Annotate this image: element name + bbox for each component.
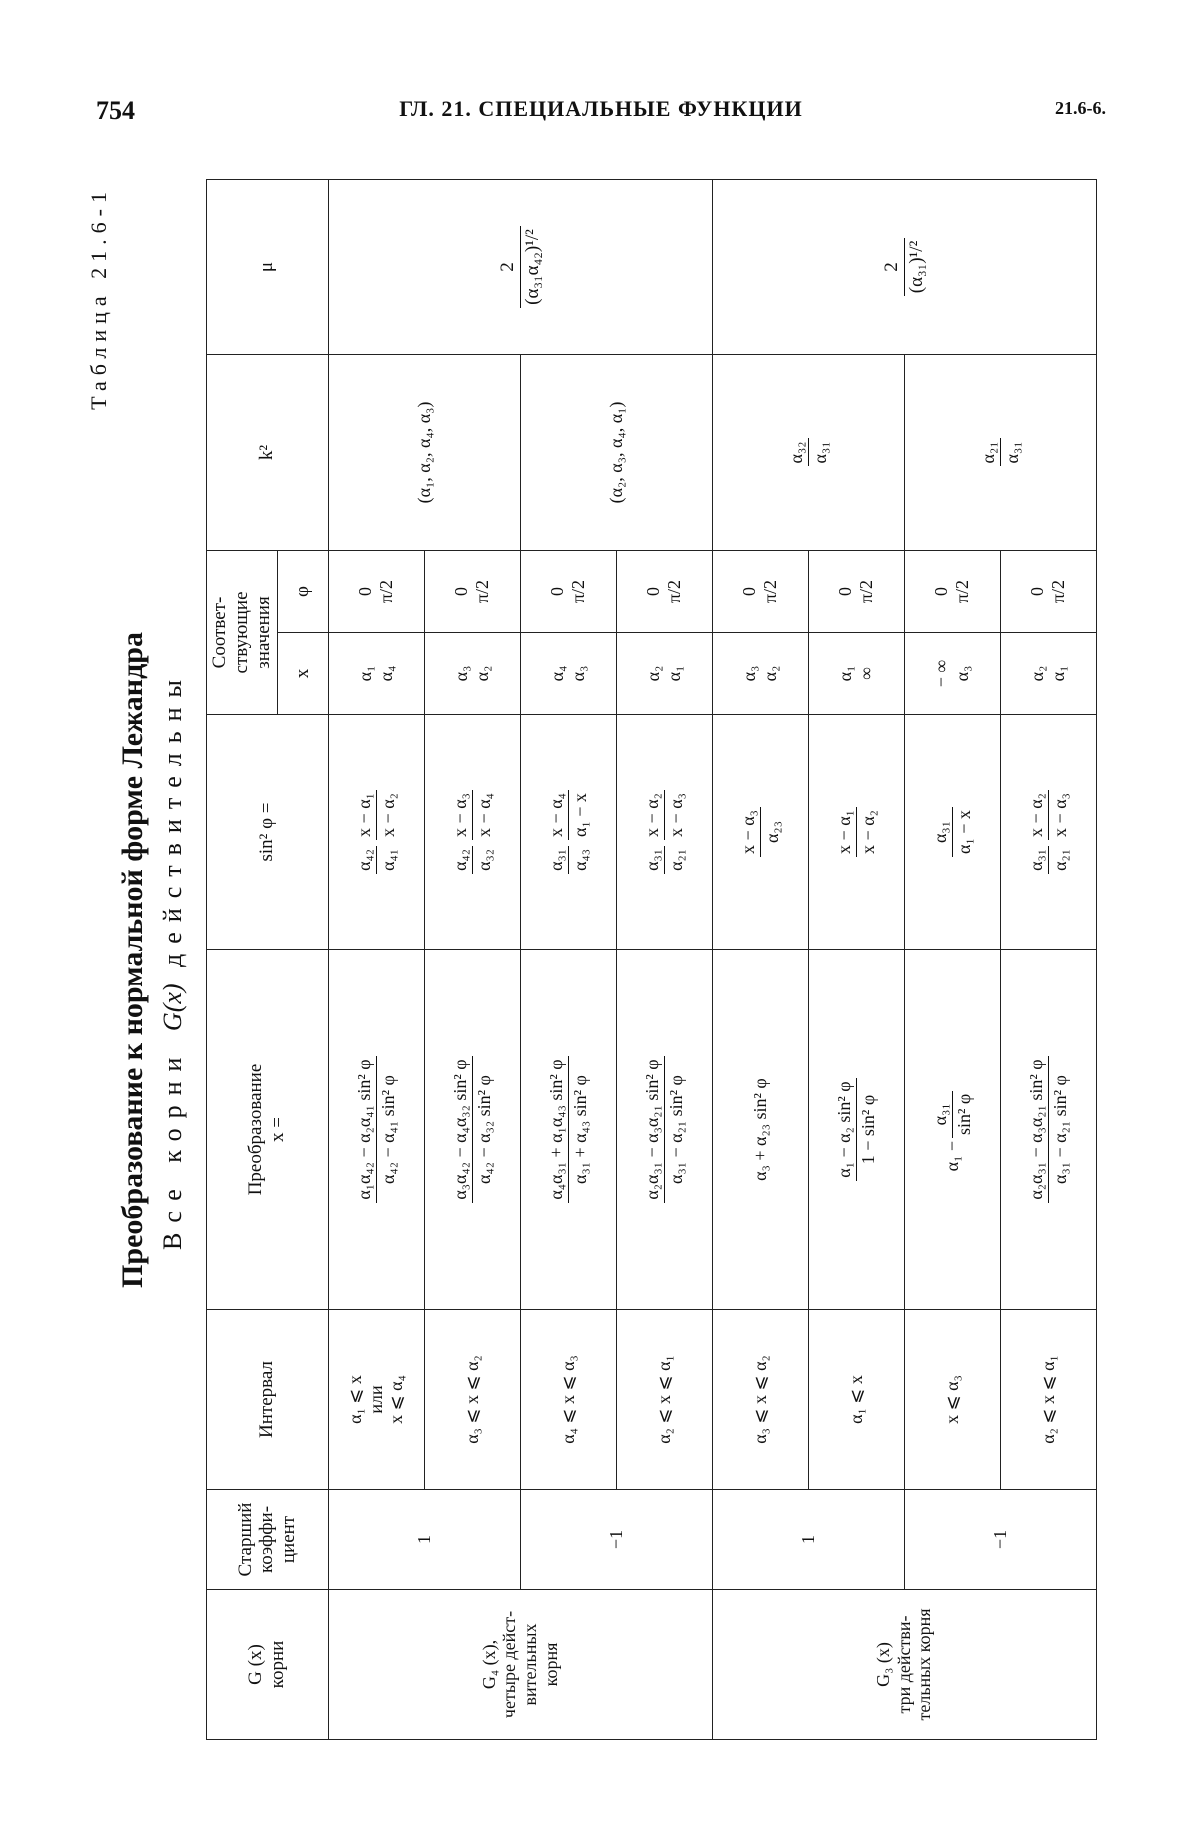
section-number: 21.6-6. (1055, 98, 1106, 118)
running-header (96, 96, 1106, 136)
col-header-phi: φ (277, 550, 328, 632)
sin2-cell: α₃₁ α₄₃ x − α₄ α₁ − x (520, 715, 616, 950)
table-row (904, 179, 1000, 1739)
subtitle-prefix: Все корни (158, 1047, 187, 1250)
mu-cell: 2 (α₃₁)¹/² (712, 179, 1096, 354)
col-header-values: Соответ- ствующие значения (207, 550, 278, 714)
col-header-mu: μ (207, 179, 329, 354)
table-caption-number: Таблица 21.6-1 (86, 186, 111, 410)
k2-cell: (α₂, α₃, α₄, α₁) (520, 354, 712, 550)
table-row (712, 179, 808, 1739)
group-label-g4: G₄ (x), четыре дейст- вительных корня (328, 1590, 712, 1740)
transformation-cell: α₃α₄₂ − α₄α₃₂ sin² φ α₄₂ − α₃₂ sin² φ (424, 950, 520, 1310)
phi-values-cell: 0 π/2 (616, 550, 712, 632)
table-title: Преобразование к нормальной форме Лежандра (116, 632, 149, 1288)
interval-cell: α₁ ⩽ x или x ⩽ α₄ (328, 1310, 424, 1490)
col-header-interval: Интервал (207, 1310, 329, 1490)
x-values-cell: α₄ α₃ (520, 633, 616, 715)
subtitle-function: G(x) (158, 983, 187, 1032)
coefficient-cell: 1 (328, 1490, 520, 1590)
table-row (328, 179, 424, 1739)
phi-values-cell: 0 π/2 (904, 550, 1000, 632)
phi-values-cell: 0 π/2 (520, 550, 616, 632)
transformation-cell: α₁ − α₃₁ sin² φ (904, 950, 1000, 1310)
transformation-cell: α₁α₄₂ − α₂α₄₁ sin² φ α₄₂ − α₄₁ sin² φ (328, 950, 424, 1310)
sin2-cell: α₃₁ α₂₁ x − α₂ x − α₃ (616, 715, 712, 950)
col-header-sin2: sin² φ = (207, 715, 329, 950)
phi-values-cell: 0 π/2 (808, 550, 904, 632)
col-header-transformation: Преобразование x = (207, 950, 329, 1310)
group-label-g3: G₃ (x) три действи- тельных корня (712, 1590, 1096, 1740)
sin2-cell: α₃₁ α₁ − x (904, 715, 1000, 950)
subtitle-suffix: действительны (158, 670, 187, 967)
interval-cell: α₄ ⩽ x ⩽ α₃ (520, 1310, 616, 1490)
interval-cell: α₁ ⩽ x (808, 1310, 904, 1490)
rotated-table-page (86, 180, 1106, 1740)
page-number: 754 (96, 96, 135, 125)
interval-cell: α₃ ⩽ x ⩽ α₂ (712, 1310, 808, 1490)
legendre-table (206, 179, 1097, 1740)
x-values-cell: α₂ α₁ (616, 633, 712, 715)
transformation-cell: α₄α₃₁ + α₁α₄₃ sin² φ α₃₁ + α₄₃ sin² φ (520, 950, 616, 1310)
interval-cell: α₂ ⩽ x ⩽ α₁ (616, 1310, 712, 1490)
col-header-k2: k² (207, 354, 329, 550)
mu-cell: 2 (α₃₁α₄₂)¹/² (328, 179, 712, 354)
k2-cell: α₃₂ α₃₁ (712, 354, 904, 550)
sin2-cell: x − α₃ α₂₃ (712, 715, 808, 950)
table-subtitle (158, 180, 188, 1740)
x-values-cell: α₂ α₁ (1000, 633, 1096, 715)
phi-values-cell: 0 π/2 (1000, 550, 1096, 632)
sin2-cell: α₄₂ α₃₂ x − α₃ x − α₄ (424, 715, 520, 950)
phi-values-cell: 0 π/2 (328, 550, 424, 632)
col-header-x: x (277, 633, 328, 715)
interval-cell: α₃ ⩽ x ⩽ α₂ (424, 1310, 520, 1490)
x-values-cell: α₃ α₂ (424, 633, 520, 715)
x-values-cell: α₁ α₄ (328, 633, 424, 715)
transformation-cell: α₂α₃₁ − α₃α₂₁ sin² φ α₃₁ − α₂₁ sin² φ (616, 950, 712, 1310)
chapter-title: ГЛ. 21. СПЕЦИАЛЬНЫЕ ФУНКЦИИ (399, 96, 803, 121)
coefficient-cell: −1 (904, 1490, 1096, 1590)
x-values-cell: − ∞ α₃ (904, 633, 1000, 715)
transformation-cell: α₃ + α₂₃ sin² φ (712, 950, 808, 1310)
sin2-cell: x − α₁ x − α₂ (808, 715, 904, 950)
k2-cell: α₂₁ α₃₁ (904, 354, 1096, 550)
col-header-gx: G (x) корни (207, 1590, 329, 1740)
x-values-cell: α₁ ∞ (808, 633, 904, 715)
col-header-coefficient: Старший коэффи- циент (207, 1490, 329, 1590)
phi-values-cell: 0 π/2 (424, 550, 520, 632)
coefficient-cell: 1 (712, 1490, 904, 1590)
coefficient-cell: −1 (520, 1490, 712, 1590)
x-values-cell: α₃ α₂ (712, 633, 808, 715)
table-row (520, 179, 616, 1739)
interval-cell: α₂ ⩽ x ⩽ α₁ (1000, 1310, 1096, 1490)
phi-values-cell: 0 π/2 (712, 550, 808, 632)
transformation-cell: α₂α₃₁ − α₃α₂₁ sin² φ α₃₁ − α₂₁ sin² φ (1000, 950, 1096, 1310)
sin2-cell: α₃₁ α₂₁ x − α₂ x − α₃ (1000, 715, 1096, 950)
transformation-cell: α₁ − α₂ sin² φ 1 − sin² φ (808, 950, 904, 1310)
interval-cell: x ⩽ α₃ (904, 1310, 1000, 1490)
k2-cell: (α₁, α₂, α₄, α₃) (328, 354, 520, 550)
sin2-cell: α₄₂ α₄₁ x − α₁ x − α₂ (328, 715, 424, 950)
